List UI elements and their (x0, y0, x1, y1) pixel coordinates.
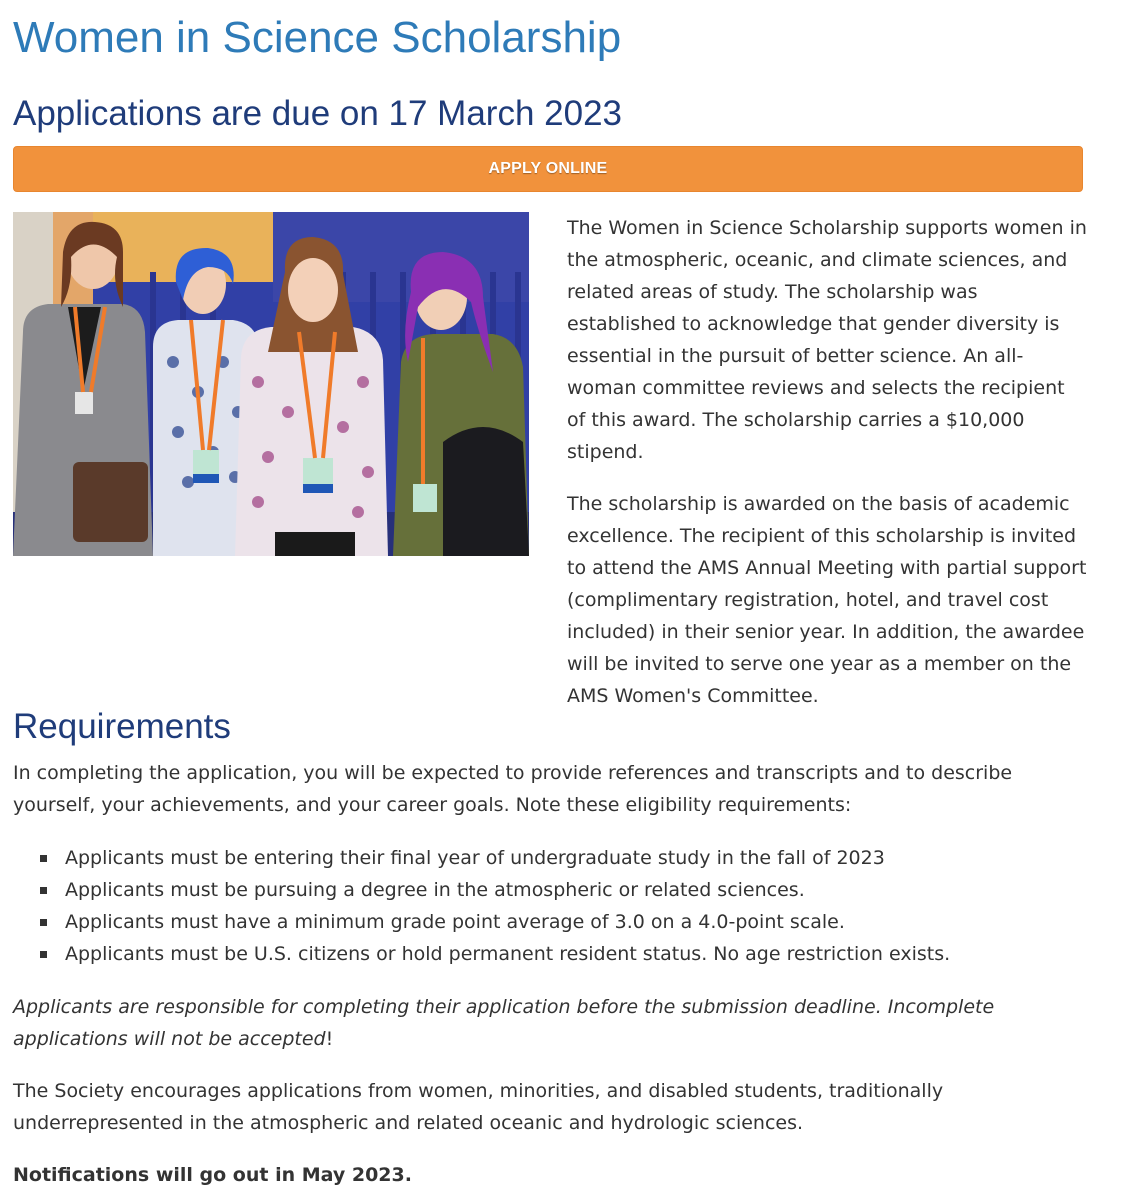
bullet-icon (40, 887, 47, 894)
bullet-icon (40, 951, 47, 958)
bullet-icon (40, 855, 47, 862)
page-title: Women in Science Scholarship (13, 13, 622, 62)
deadline-note (13, 991, 1088, 1055)
requirements-list (13, 842, 1088, 970)
deadline-note-suffix: ! (325, 1028, 334, 1050)
requirements-heading: Requirements (13, 707, 231, 746)
list-item (13, 938, 1088, 970)
requirement-text: Applicants must be entering their final year of undergraduate study in the fall of 2023 (65, 847, 885, 869)
requirement-text: Applicants must be pursuing a degree in the atmospheric or related sciences. (65, 879, 805, 901)
requirement-text: Applicants must have a minimum grade point average of 3.0 on a 4.0-point scale. (65, 911, 845, 933)
requirements-intro: In completing the application, you will be expected to provide references and transcripts and to describe yourself, your achievements, and your career goals. Note these eligibility requirements: (13, 762, 1013, 816)
description-paragraph-2: The scholarship is awarded on the basis of academic excellence. The recipient of this scholarship is invited to attend the AMS Annual Meeting with partial support (complimentary registration, hotel, and travel cost included) in their senior year. In addition, the awardee will be invited to serve one year as a member on the AMS Women's Committee. (567, 493, 1087, 707)
requirements-section (13, 757, 1088, 1191)
list-item (13, 906, 1088, 938)
apply-online-button[interactable]: APPLY ONLINE (13, 146, 1083, 192)
bullet-icon (40, 919, 47, 926)
group-photo-illustration (13, 212, 529, 556)
scholarship-photo (13, 212, 529, 556)
deadline-note-text: Applicants are responsible for completing their application before the submission deadline. Incomplete applications will not be accepted (13, 996, 995, 1050)
due-date-heading: Applications are due on 17 March 2023 (13, 94, 623, 133)
list-item (13, 874, 1088, 906)
requirement-text: Applicants must be U.S. citizens or hold permanent resident status. No age restriction exists. (65, 943, 951, 965)
scholarship-description (567, 212, 1087, 732)
list-item (13, 842, 1088, 874)
notification-text: Notifications will go out in May 2023. (13, 1164, 412, 1186)
description-paragraph-1: The Women in Science Scholarship supports women in the atmospheric, oceanic, and climate sciences, and related areas of study. The scholarship was established to acknowledge that gender diversity is essential in the pursuit of better science. An all-woman committee reviews and selects the recipient of this award. The scholarship carries a $10,000 stipend. (567, 217, 1087, 463)
encouragement-paragraph: The Society encourages applications from women, minorities, and disabled students, traditionally underrepresented in the atmospheric and related oceanic and hydrologic sciences. (13, 1080, 944, 1134)
